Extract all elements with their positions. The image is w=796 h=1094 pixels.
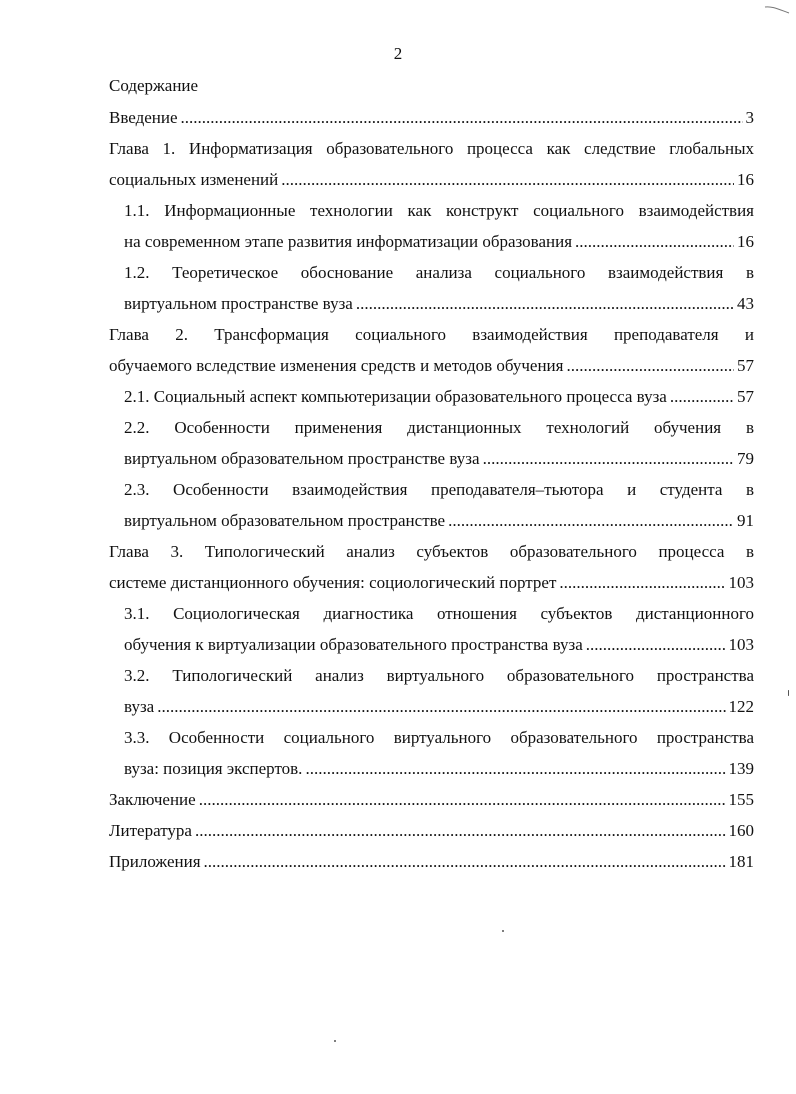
toc-entry-title: Литература — [109, 821, 192, 840]
toc-entry[interactable] — [109, 567, 754, 598]
toc-entry[interactable] — [109, 102, 754, 133]
toc-entry-title: виртуальном образовательном пространстве — [124, 511, 446, 530]
toc-entry-page: 3 — [745, 108, 754, 127]
toc-entry-title: обучения к виртуализации образовательного пространства вуза — [124, 635, 583, 654]
toc-entry[interactable] — [109, 784, 754, 815]
toc-entry-page: 57 — [737, 387, 754, 406]
dot-leader — [157, 691, 725, 722]
toc-entry-line[interactable]: Глава 1. Информатизация образовательного процесса как следствие глобальных — [109, 139, 754, 158]
toc-entry-page: 139 — [728, 759, 754, 778]
dot-leader — [305, 753, 725, 784]
toc-entry-line[interactable]: Глава 2. Трансформация социального взаимодействия преподавателя и — [109, 325, 754, 344]
dot-leader — [586, 629, 726, 660]
toc-entry-line[interactable]: 3.2. Типологический анализ виртуального образовательного пространства — [124, 666, 754, 685]
toc-entry[interactable] — [124, 629, 754, 660]
toc-entry[interactable] — [109, 846, 754, 877]
toc-entry[interactable] — [124, 226, 754, 257]
toc-entry-page: 155 — [728, 790, 754, 809]
toc-entry[interactable] — [124, 505, 754, 536]
toc-entry-title: вуза: позиция экспертов. — [124, 759, 303, 778]
toc-entry-page: 16 — [737, 170, 754, 189]
dot-leader — [670, 381, 734, 412]
toc-entry-line[interactable]: 2.3. Особенности взаимодействия преподавателя–тьютора и студента в — [124, 480, 754, 499]
toc-entry-title: виртуальном пространстве вуза — [124, 294, 353, 313]
toc-entry-page: 103 — [728, 573, 754, 592]
toc-entry[interactable] — [109, 815, 754, 846]
toc-entry-title: виртуальном образовательном пространстве вуза — [124, 449, 480, 468]
toc-entry-title: обучаемого вследствие изменения средств и методов обучения — [109, 356, 564, 375]
dot-leader — [181, 102, 743, 133]
toc-entry-page: 43 — [737, 294, 754, 313]
toc-entry-title: Введение — [109, 108, 178, 127]
toc-entry[interactable] — [124, 691, 754, 722]
toc-entry-line[interactable]: 3.3. Особенности социального виртуального образовательного пространства — [124, 728, 754, 747]
toc-entry[interactable] — [109, 350, 754, 381]
toc-entry-line[interactable]: 1.2. Теоретическое обоснование анализа социального взаимодействия в — [124, 263, 754, 282]
toc-entry[interactable] — [124, 753, 754, 784]
dot-leader — [199, 784, 726, 815]
toc-entry-line[interactable]: 3.1. Социологическая диагностика отношения субъектов дистанционного — [124, 604, 754, 623]
toc-entry-line[interactable]: Глава 3. Типологический анализ субъектов образовательного процесса в — [109, 542, 754, 561]
dot-leader — [448, 505, 734, 536]
page-number: 2 — [393, 44, 403, 63]
toc-entry-title: системе дистанционного обучения: социологический портрет — [109, 573, 557, 592]
scan-speck — [788, 690, 789, 696]
toc-entry[interactable] — [124, 443, 754, 474]
toc-entry-title: Заключение — [109, 790, 196, 809]
toc-entry-page: 103 — [728, 635, 754, 654]
toc-title: Содержание — [109, 76, 199, 95]
toc-entry-page: 91 — [737, 511, 754, 530]
dot-leader — [195, 815, 726, 846]
toc-entry-title: 2.1. Социальный аспект компьютеризации образовательного процесса вуза — [124, 387, 667, 406]
dot-leader — [566, 350, 734, 381]
dot-leader — [281, 164, 734, 195]
dot-leader — [559, 567, 725, 598]
toc-entry-title: вуза — [124, 697, 155, 716]
dot-leader — [356, 288, 734, 319]
toc-entry-page: 57 — [737, 356, 754, 375]
scan-speck — [334, 1040, 336, 1042]
toc-entry-line[interactable]: 2.2. Особенности применения дистанционных технологий обучения в — [124, 418, 754, 437]
toc-entry-page: 181 — [728, 852, 754, 871]
toc-entry-title: Приложения — [109, 852, 201, 871]
toc-entry-page: 160 — [728, 821, 754, 840]
toc-entry-page: 79 — [737, 449, 754, 468]
toc-entry-title: социальных изменений — [109, 170, 279, 189]
dot-leader — [483, 443, 734, 474]
scan-speck — [502, 930, 504, 932]
pen-mark-icon — [764, 4, 790, 14]
toc-entry[interactable] — [109, 164, 754, 195]
toc-entry[interactable] — [124, 288, 754, 319]
dot-leader — [204, 846, 726, 877]
toc-entry-title: на современном этапе развития информатизации образования — [124, 232, 573, 251]
toc-entry-page: 16 — [737, 232, 754, 251]
table-of-contents — [109, 102, 754, 877]
toc-entry-page: 122 — [728, 697, 754, 716]
dot-leader — [575, 226, 734, 257]
toc-entry-line[interactable]: 1.1. Информационные технологии как конструкт социального взаимодействия — [124, 201, 754, 220]
toc-entry[interactable] — [124, 381, 754, 412]
